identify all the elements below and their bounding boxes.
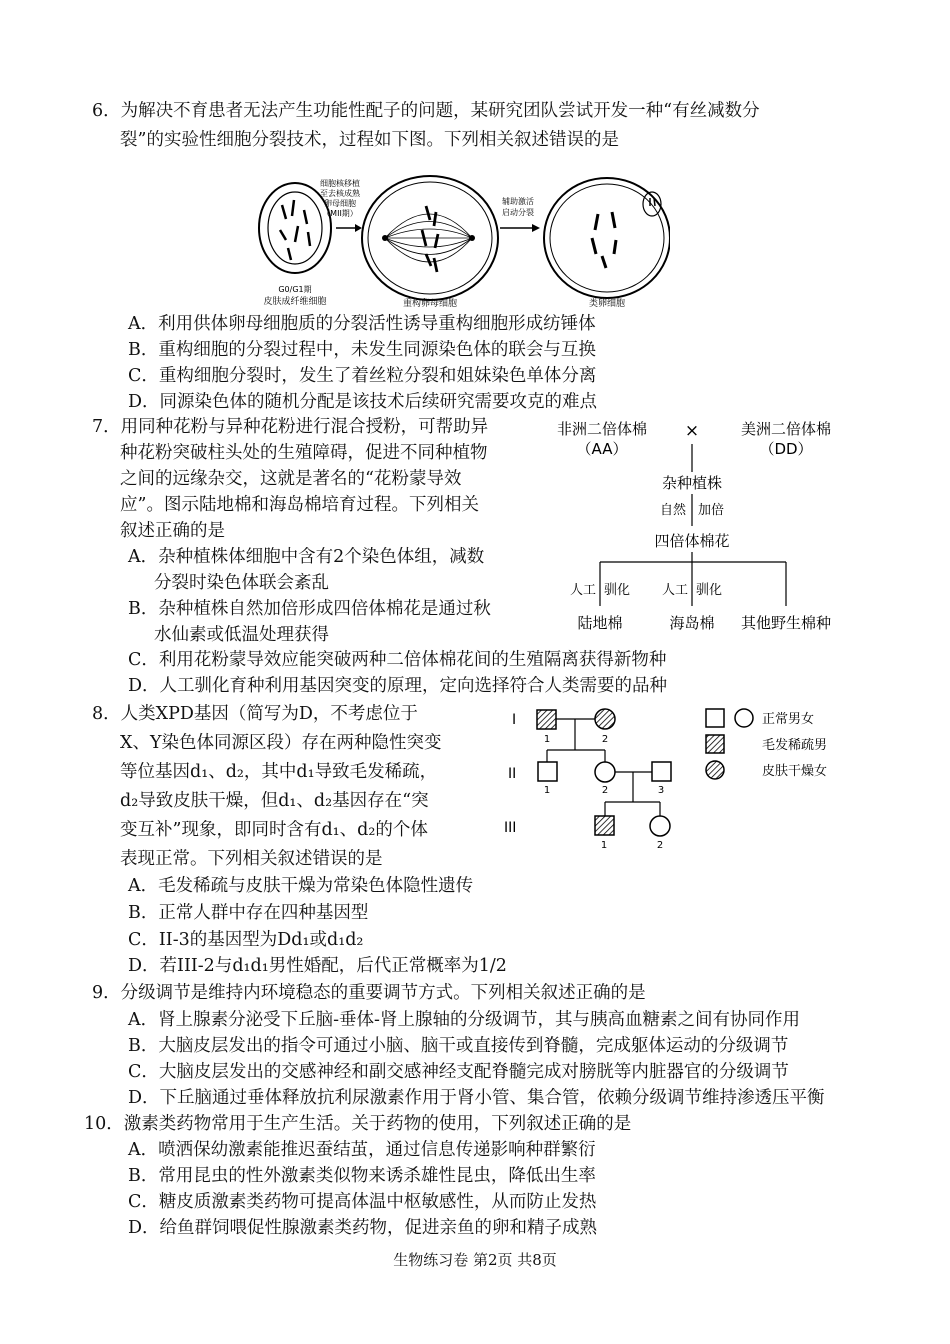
q6-cell-diagram	[250, 160, 670, 310]
arrow1-label1: 细胞核移植	[320, 179, 360, 188]
parent1-label: 非洲二倍体棉	[556, 420, 648, 438]
q8-stem-line1: 8．人类XPD基因（简写为D，不考虑位于	[92, 704, 418, 724]
cell1-label2: 皮肤成纤维细胞	[263, 297, 327, 307]
q7-stem-line1: 7．用同种花粉与异种花粉进行混合授粉，可帮助异	[92, 417, 489, 437]
legend-skin-female-icon	[706, 761, 724, 779]
q9-stem: 9．分级调节是维持内环境稳态的重要调节方式。下列相关叙述正确的是	[92, 983, 646, 1003]
q8-stem-line2: X、Y染色体同源区段）存在两种隐性突变	[120, 733, 442, 753]
tetraploid-label: 四倍体棉花	[654, 532, 730, 550]
domestication-label-2: 驯化	[696, 583, 723, 598]
q9-option-d: D．下丘脑通过垂体释放抗利尿激素作用于肾小管、集合管，依赖分级调节维持渗透压平衡	[128, 1088, 825, 1108]
label-II-3: 3	[657, 785, 665, 796]
cell1-label1: G0/G1期	[278, 285, 312, 294]
label-I-2: 2	[601, 734, 609, 745]
parent1-genome: （AA）	[576, 440, 628, 458]
q7-stem-line4: 应”。图示陆地棉和海岛棉培育过程。下列相关	[120, 495, 479, 515]
arrow1-label4: （MII期）	[322, 209, 358, 218]
q8-stem-line3: 等位基因d₁、d₂，其中d₁导致毛发稀疏，	[120, 762, 438, 782]
label-II-1: 1	[543, 785, 551, 796]
q7-stem-line2: 种花粉突破柱头处的生殖障碍，促进不同种植物	[120, 443, 488, 463]
artificial-label-2: 人工	[661, 583, 688, 598]
cell1-chromosomes	[280, 200, 310, 260]
q9-option-c: C．大脑皮层发出的交感神经和副交感神经支配脊髓完成对膀胱等内脏器官的分级调节	[128, 1062, 789, 1082]
label-II-2: 2	[601, 785, 609, 796]
arrow1-head	[355, 224, 362, 232]
label-III-2: 2	[656, 840, 664, 851]
page-footer: 生物练习卷 第2页 共8页	[393, 1251, 557, 1269]
q10-option-b: B．常用昆虫的性外激素类似物来诱杀雄性昆虫，降低出生率	[128, 1166, 596, 1186]
label-I-1: 1	[543, 734, 551, 745]
q6-option-c: C．重构细胞分裂时，发生了着丝粒分裂和姐妹染色单体分离	[128, 366, 597, 386]
egg-like-cell	[544, 178, 670, 298]
hybrid-label: 杂种植株	[661, 474, 723, 492]
q8-option-c: C．II-3的基因型为Dd₁或d₁d₂	[128, 930, 364, 950]
parent2-label: 美洲二倍体棉	[740, 420, 832, 438]
q10-stem: 10．激素类药物常用于生产生活。关于药物的使用，下列叙述正确的是	[84, 1114, 632, 1134]
individual-II-1	[538, 762, 557, 781]
spindle-fibers	[385, 214, 472, 262]
generation-I-label: I	[512, 712, 517, 728]
individual-II-3	[652, 762, 671, 781]
label-III-1: 1	[600, 840, 608, 851]
artificial-label-1: 人工	[569, 583, 596, 598]
q7-stem-line5: 叙述正确的是	[120, 521, 225, 541]
individual-III-1	[595, 816, 614, 835]
arrow2-label1: 辅助激活	[502, 197, 534, 206]
natural-label: 自然	[659, 503, 686, 518]
legend-hair-label: 毛发稀疏男	[762, 738, 828, 753]
q7-option-d: D．人工驯化育种利用基因突变的原理，定向选择符合人类需要的品种	[128, 676, 668, 696]
q6-stem-line2: 裂”的实验性细胞分裂技术，过程如下图。下列相关叙述错误的是	[120, 130, 619, 150]
legend-normal-female-icon	[735, 709, 753, 727]
q8-stem-line5: 变互补”现象，即同时含有d₁、d₂的个体	[120, 820, 428, 840]
cell2-label: 重构卵母细胞	[402, 299, 458, 309]
q10-option-d: D．给鱼群饲喂促性腺激素类药物，促进亲鱼的卵和精子成熟	[128, 1218, 598, 1238]
q7-breeding-diagram	[550, 414, 850, 639]
q10-option-c: C．糖皮质激素类药物可提高体温中枢敏感性，从而防止发热	[128, 1192, 597, 1212]
wild-cotton-label: 其他野生棉种	[740, 614, 832, 632]
q7-option-c: C．利用花粉蒙导效应能突破两种二倍体棉花间的生殖隔离获得新物种	[128, 650, 667, 670]
q7-option-b-line1: B．杂种植株自然加倍形成四倍体棉花是通过秋	[128, 599, 491, 619]
upland-cotton-label: 陆地棉	[577, 614, 623, 632]
q10-option-a: A．喷洒保幼激素能推迟蚕结茧，通过信息传递影响种群繁衍	[128, 1140, 596, 1160]
q8-option-a: A．毛发稀疏与皮肤干燥为常染色体隐性遗传	[128, 876, 474, 896]
cell3-label: 类卵细胞	[588, 299, 626, 309]
arrow1-label3: 卵母细胞	[324, 199, 356, 208]
sea-island-cotton-label: 海岛棉	[669, 614, 715, 632]
q8-stem-line4: d₂导致皮肤干燥，但d₁、d₂基因存在“突	[120, 791, 429, 811]
q8-option-b: B．正常人群中存在四种基因型	[128, 903, 369, 923]
generation-II-label: II	[508, 766, 517, 782]
centrosome-right	[469, 235, 475, 241]
q9-option-a: A．肾上腺素分泌受下丘脑-垂体-肾上腺轴的分级调节，其与胰高血糖素之间有协同作用	[128, 1010, 800, 1030]
individual-I-2	[595, 709, 615, 729]
q8-option-d: D．若III-2与d₁d₁男性婚配，后代正常概率为1/2	[128, 956, 507, 976]
legend-hair-male-icon	[706, 735, 724, 753]
q6-stem-line1: 6．为解决不育患者无法产生功能性配子的问题，某研究团队尝试开发一种“有丝减数分	[92, 101, 760, 121]
q7-option-a-line1: A．杂种植株体细胞中含有2个染色体组，减数	[128, 547, 485, 567]
arrow2-label2: 启动分裂	[502, 208, 534, 217]
q6-option-a: A．利用供体卵母细胞质的分裂活性诱导重构细胞形成纺锤体	[128, 314, 596, 334]
arrow2-head	[532, 224, 540, 232]
q9-option-b: B．大脑皮层发出的指令可通过小脑、脑干或直接传到脊髓，完成躯体运动的分级调节	[128, 1036, 789, 1056]
q6-option-b: B．重构细胞的分裂过程中，未发生同源染色体的联会与互换	[128, 340, 596, 360]
cross-symbol: ×	[684, 421, 700, 441]
individual-I-1	[537, 710, 556, 729]
legend-skin-label: 皮肤干燥女	[762, 764, 828, 779]
q8-pedigree-chart	[500, 700, 850, 860]
arrow1-label2: 至去核成熟	[320, 189, 360, 198]
legend-normal-label: 正常男女	[762, 712, 815, 727]
q6-option-d: D．同源染色体的随机分配是该技术后续研究需要攻克的难点	[128, 392, 598, 412]
legend-normal-male-icon	[706, 709, 724, 727]
centrosome-left	[382, 235, 388, 241]
q7-option-a-line2: 分裂时染色体联会紊乱	[154, 573, 329, 593]
fibroblast-nucleus	[268, 192, 322, 264]
domestication-label-1: 驯化	[604, 583, 631, 598]
parent2-genome: （DD）	[759, 440, 813, 458]
individual-II-2	[595, 762, 615, 782]
q7-stem-line3: 之间的远缘杂交，这就是著名的“花粉蒙导效	[120, 469, 462, 489]
q8-stem-line6: 表现正常。下列相关叙述错误的是	[120, 849, 383, 869]
individual-III-2	[650, 816, 670, 836]
q7-option-b-line2: 水仙素或低温处理获得	[154, 625, 329, 645]
generation-III-label: III	[504, 820, 517, 836]
doubling-label: 加倍	[698, 503, 725, 518]
cell3-chromosomes	[592, 212, 616, 268]
